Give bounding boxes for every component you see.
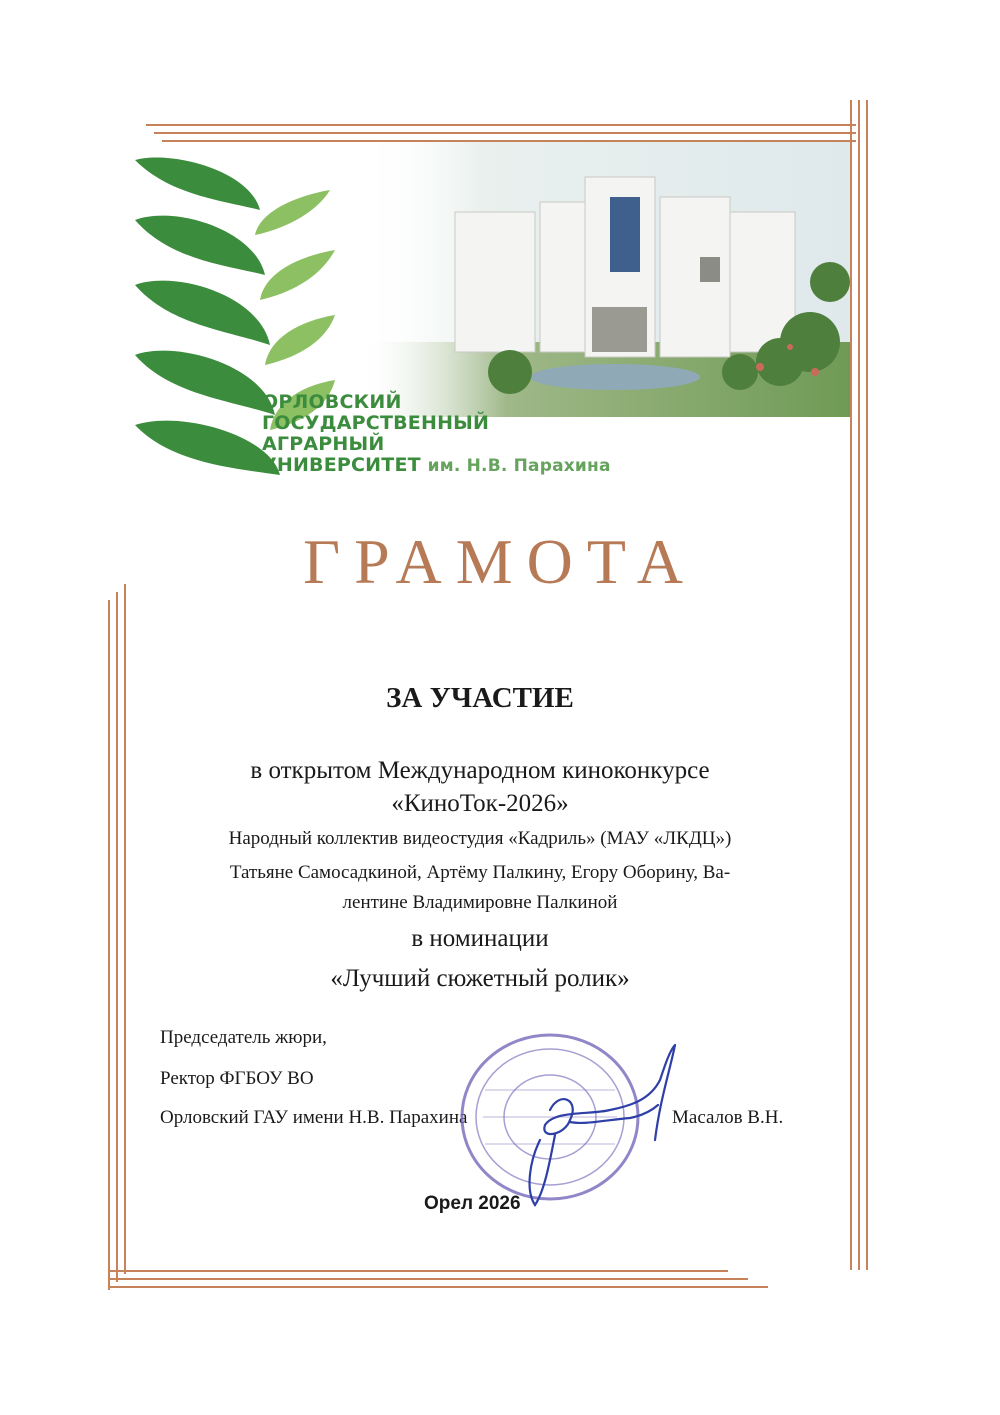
participants-line1: Татьяне Самосадкиной, Артёму Палкину, Егору Оборину, Ва- [229, 862, 731, 883]
contest-line: в открытом Международном киноконкурсе [250, 757, 710, 784]
signature-role1: Председатель жюри, [160, 1027, 327, 1048]
university-name [262, 392, 611, 477]
contest-name: «КиноТок-2026» [391, 790, 569, 817]
university-name-line2: ГОСУДАРСТВЕННЫЙ [262, 412, 490, 434]
participants-line2: лентине Владимировне Палкиной [342, 892, 618, 913]
university-named-after: им. Н.В. Парахина [427, 456, 611, 476]
university-name-line4 [262, 455, 611, 477]
university-name-line1: ОРЛОВСКИЙ [262, 391, 402, 413]
university-name-word: УНИВЕРСИТЕТ [262, 454, 421, 476]
place-and-year: Орел 2026 [424, 1193, 521, 1214]
certificate-title: ГРАМОТА [303, 526, 697, 597]
nomination-label: в номинации [411, 925, 549, 952]
collective-name: Народный коллектив видеостудия «Кадриль» (МАУ «ЛКДЦ») [228, 828, 732, 849]
university-name-line3: АГРАРНЫЙ [262, 433, 385, 455]
handwritten-signature [510, 1040, 690, 1215]
signature-role3: Орловский ГАУ имени Н.В. Парахина [160, 1107, 468, 1128]
signature-role2: Ректор ФГБОУ ВО [160, 1068, 314, 1089]
award-reason: ЗА УЧАСТИЕ [386, 682, 574, 714]
campus-building-photo [360, 142, 850, 417]
nomination-name: «Лучший сюжетный ролик» [330, 965, 630, 992]
signer-name: Масалов В.Н. [672, 1107, 784, 1128]
